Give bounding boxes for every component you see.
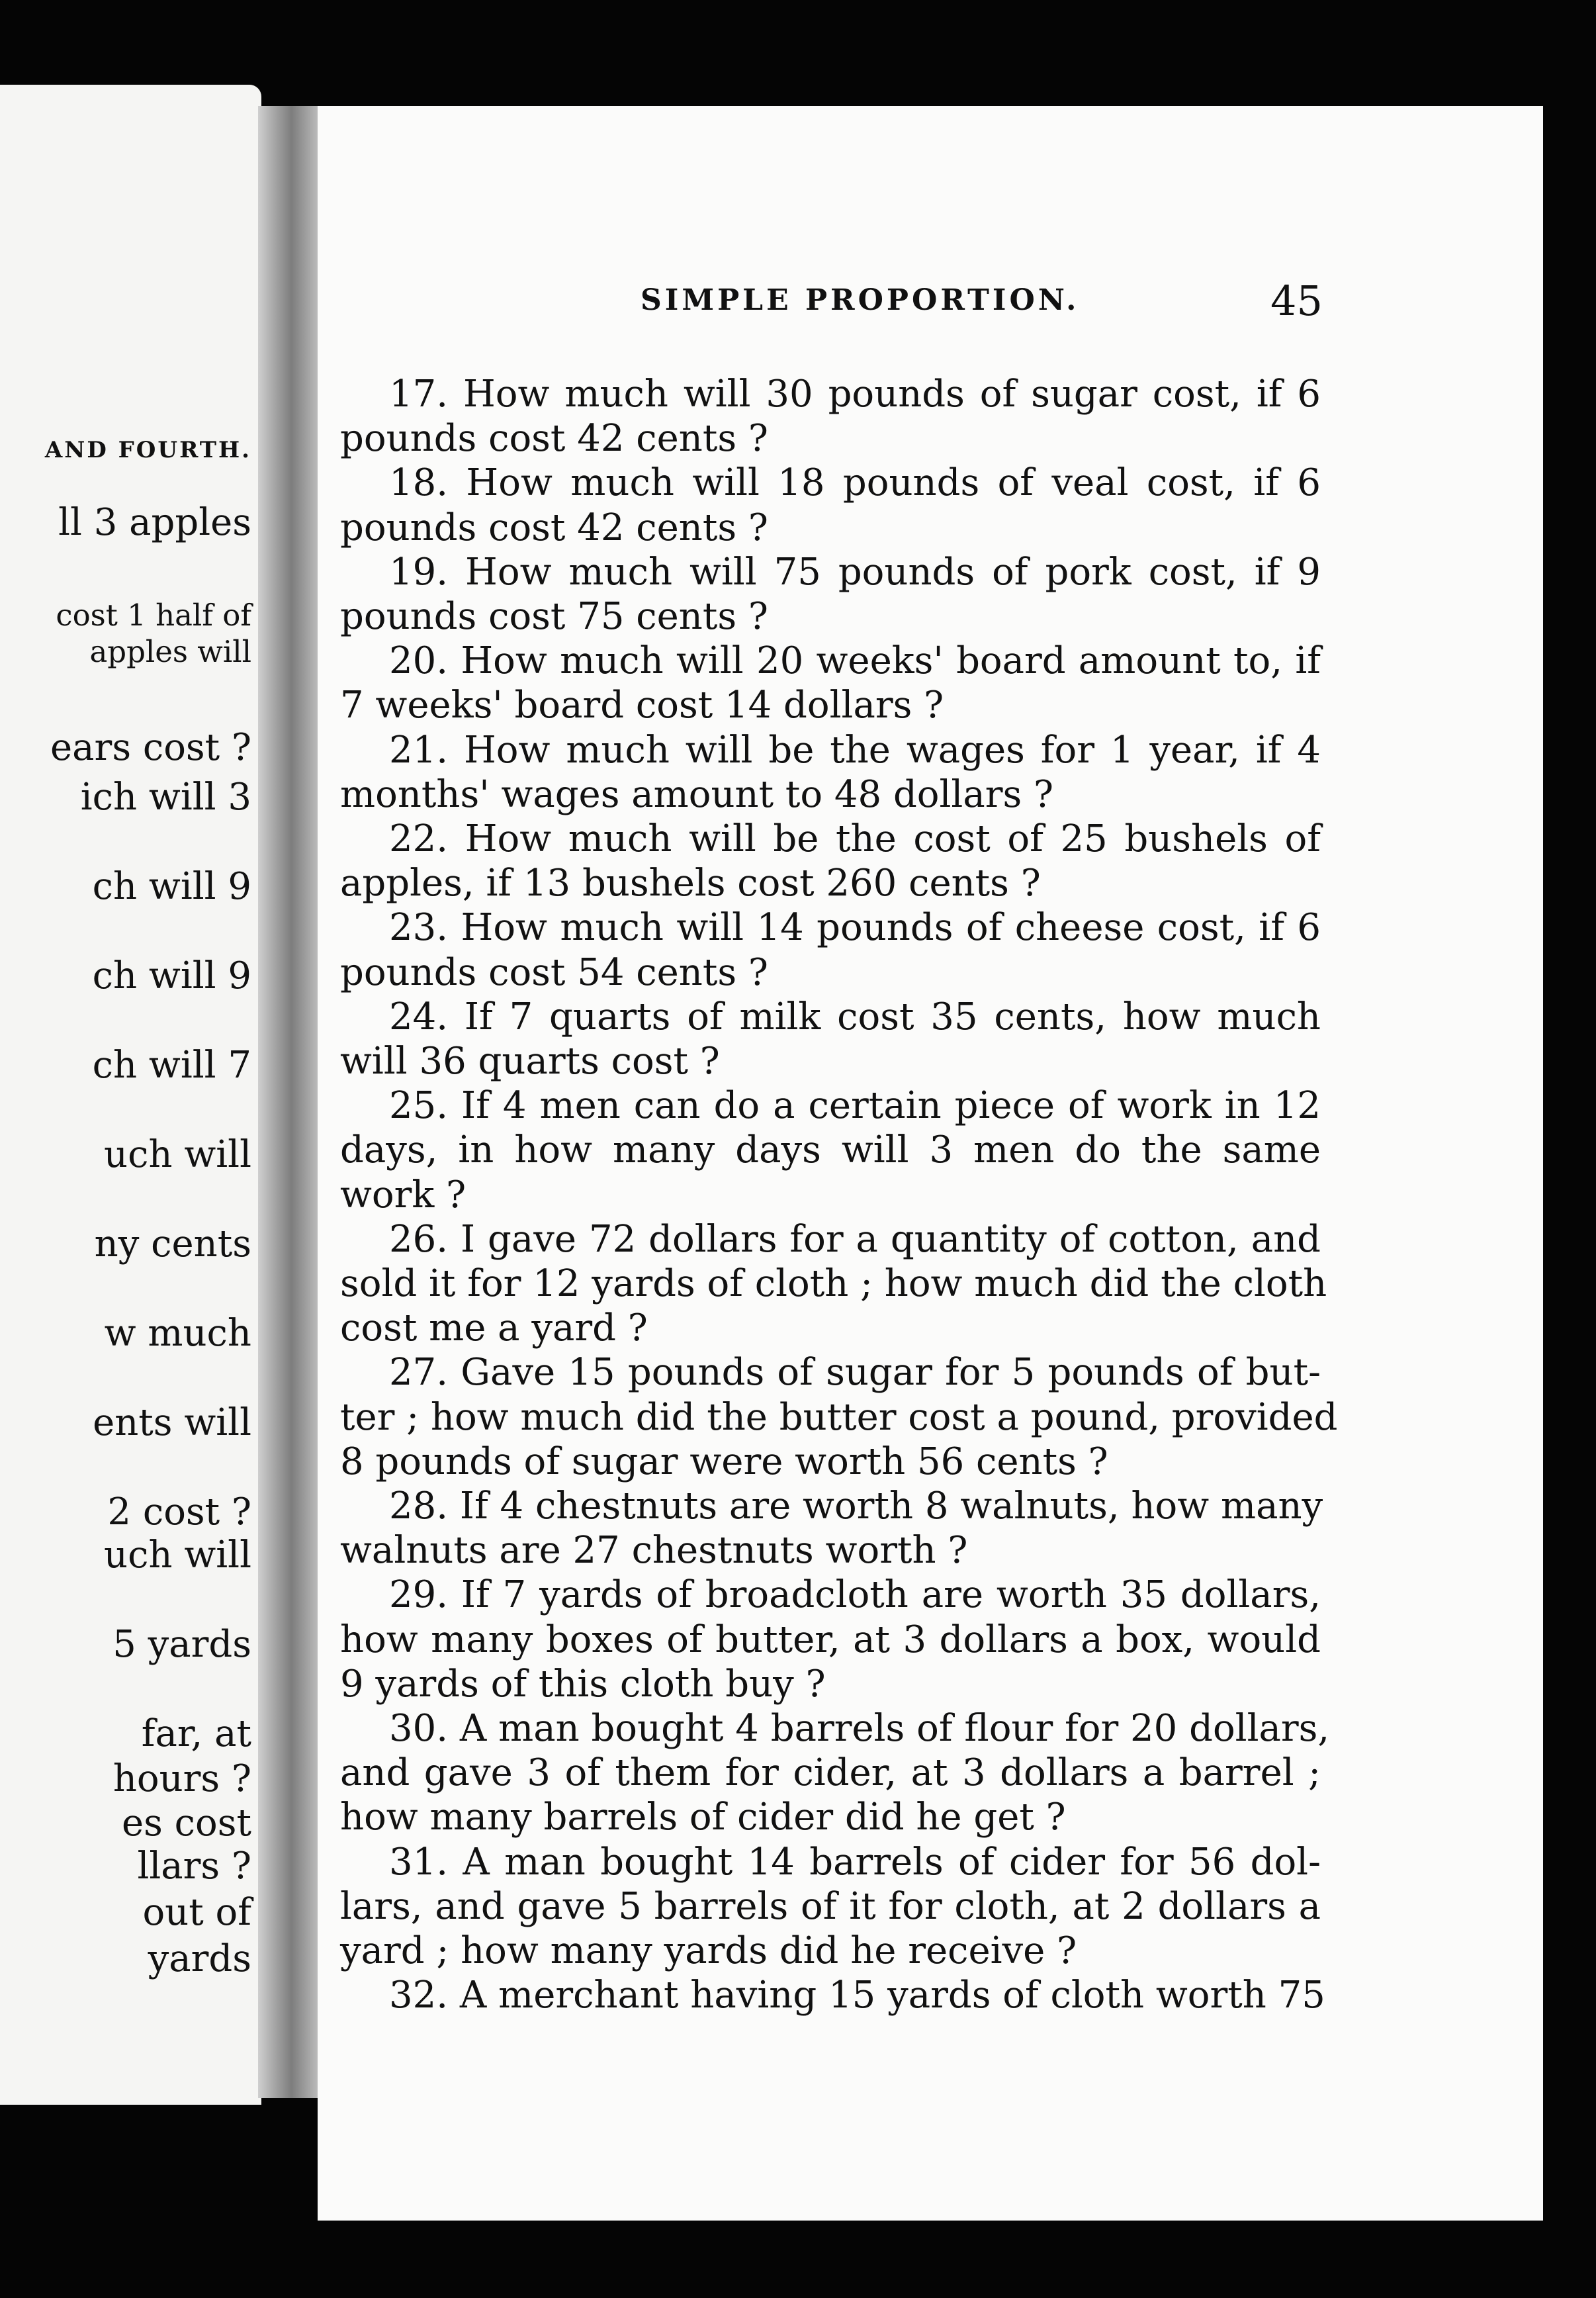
facing-page-line: w much (104, 1312, 251, 1355)
facing-page-line: far, at (141, 1712, 251, 1755)
exercise-line-start: 19. How much will 75 pounds of pork cost, if 9 (389, 551, 1321, 594)
running-head: SIMPLE PROPORTION. (641, 283, 1080, 317)
exercise-line-start: 27. Gave 15 pounds of sugar for 5 pounds of but- (389, 1351, 1321, 1394)
facing-page-line: apples will (89, 634, 251, 669)
exercise-line-start: 31. A man bought 14 barrels of cider for 56 dol- (389, 1841, 1321, 1884)
facing-page-line: ny cents (94, 1222, 251, 1265)
exercise-line: months' wages amount to 48 dollars ? (340, 773, 1054, 816)
facing-page-line: hours ? (112, 1757, 251, 1800)
book-gutter-shadow (258, 106, 319, 2098)
facing-page-line: cost 1 half of (56, 598, 251, 633)
facing-page-line: es cost (122, 1802, 251, 1845)
exercise-line: sold it for 12 yards of cloth ; how much did the cloth (340, 1262, 1327, 1305)
exercise-line-start: 29. If 7 yards of broadcloth are worth 35 dollars, (389, 1573, 1321, 1616)
exercise-line: ter ; how much did the butter cost a pound, provided (340, 1396, 1338, 1439)
exercise-line: 7 weeks' board cost 14 dollars ? (340, 684, 944, 727)
exercise-line-start: 26. I gave 72 dollars for a quantity of cotton, and (389, 1218, 1321, 1261)
exercise-line-start: 30. A man bought 4 barrels of flour for 20 dollars, (389, 1707, 1330, 1750)
exercise-line: will 36 quarts cost ? (340, 1040, 720, 1083)
exercise-line: days, in how many days will 3 men do the same (340, 1128, 1321, 1172)
exercise-line-start: 25. If 4 men can do a certain piece of work in 12 (389, 1084, 1321, 1127)
exercise-line-start: 18. How much will 18 pounds of veal cost, if 6 (389, 461, 1321, 504)
facing-page-line: llars ? (137, 1845, 251, 1888)
facing-page-line: ch will 9 (92, 865, 251, 908)
exercise-line-start: 21. How much will be the wages for 1 year, if 4 (389, 729, 1321, 772)
facing-page-line: ich will 3 (80, 776, 251, 819)
facing-page-line: ears cost ? (50, 726, 251, 769)
exercise-line: lars, and gave 5 barrels of it for cloth, at 2 dollars a (340, 1885, 1321, 1928)
facing-page-line: ents will (93, 1401, 251, 1444)
exercise-line-start: 22. How much will be the cost of 25 bushels of (389, 817, 1321, 860)
exercise-line: and gave 3 of them for cider, at 3 dollars a barrel ; (340, 1751, 1321, 1794)
facing-page-line: 5 yards (112, 1623, 251, 1666)
page-number: 45 (1270, 277, 1323, 325)
exercise-line: how many barrels of cider did he get ? (340, 1796, 1066, 1839)
exercise-line: walnuts are 27 chestnuts worth ? (340, 1529, 968, 1572)
exercise-line-start: 24. If 7 quarts of milk cost 35 cents, how much (389, 995, 1321, 1038)
exercise-line: pounds cost 42 cents ? (340, 417, 768, 460)
facing-page-line: ch will 7 (92, 1044, 251, 1087)
facing-page-fragment (0, 85, 261, 2105)
facing-page-line: 2 cost ? (107, 1491, 251, 1534)
exercise-line: pounds cost 75 cents ? (340, 595, 768, 638)
exercise-line-start: 20. How much will 20 weeks' board amount to, if (389, 639, 1321, 682)
exercise-line: cost me a yard ? (340, 1307, 648, 1350)
facing-page-line: uch will (104, 1133, 251, 1176)
facing-page-line: out of (142, 1891, 251, 1934)
exercise-line-start: 23. How much will 14 pounds of cheese cost, if 6 (389, 906, 1321, 949)
exercise-line: pounds cost 54 cents ? (340, 951, 768, 994)
exercise-line: yard ; how many yards did he receive ? (340, 1929, 1077, 1972)
exercise-line-start: 17. How much will 30 pounds of sugar cost, if 6 (389, 373, 1321, 416)
exercise-line: apples, if 13 bushels cost 260 cents ? (340, 862, 1041, 905)
exercise-line: work ? (340, 1173, 466, 1217)
facing-page-line: ll 3 apples (58, 501, 251, 544)
exercise-line: how many boxes of butter, at 3 dollars a box, would (340, 1618, 1321, 1661)
exercise-line: 8 pounds of sugar were worth 56 cents ? (340, 1440, 1108, 1483)
facing-page-line: yards (148, 1937, 251, 1980)
facing-page-line: uch will (104, 1534, 251, 1577)
exercise-line: 9 yards of this cloth buy ? (340, 1663, 826, 1706)
exercise-line: pounds cost 42 cents ? (340, 506, 768, 549)
exercise-line-start: 32. A merchant having 15 yards of cloth worth 75 (389, 1974, 1325, 2017)
exercise-line-start: 28. If 4 chestnuts are worth 8 walnuts, how many (389, 1485, 1323, 1528)
facing-page-line: ch will 9 (92, 954, 251, 997)
facing-page-line: AND FOURTH. (44, 437, 251, 463)
